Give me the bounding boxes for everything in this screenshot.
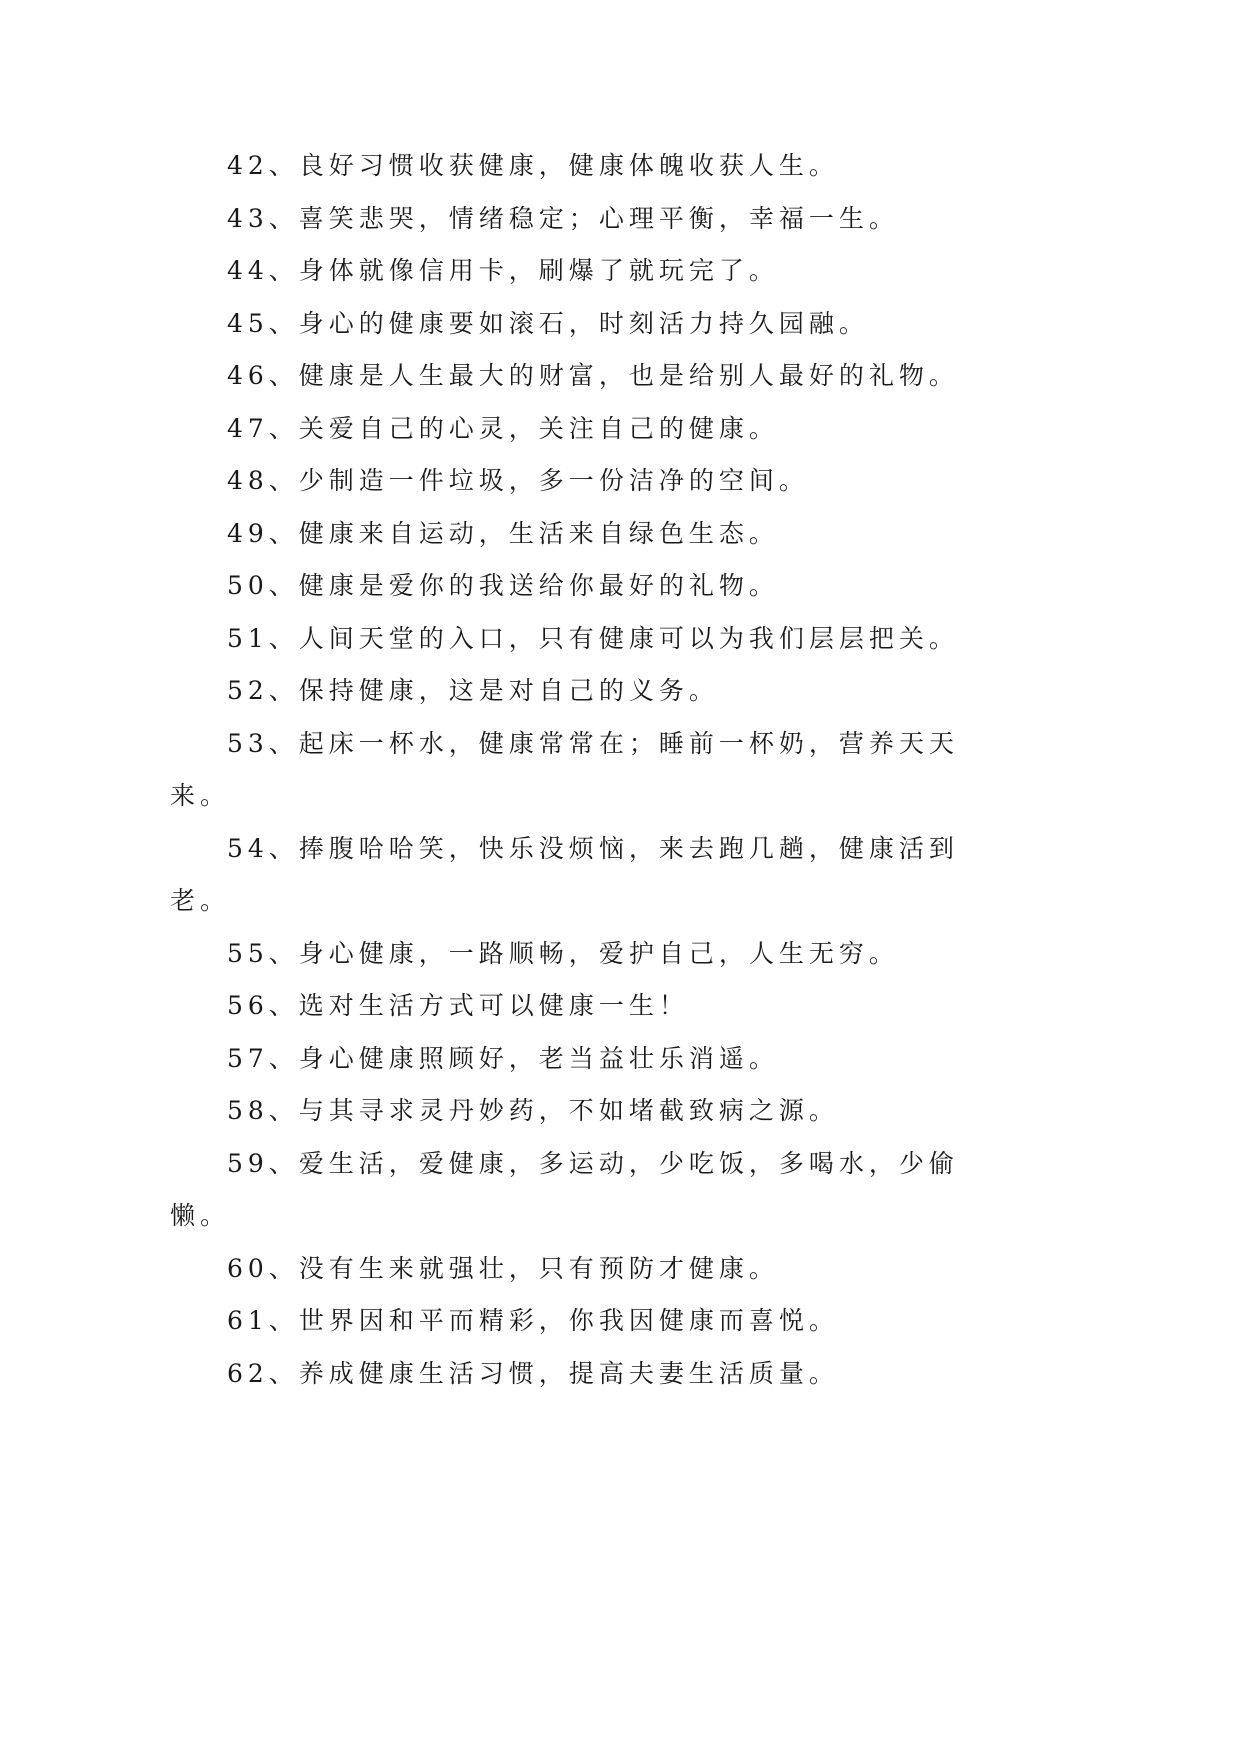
slogan-paragraph: 54、捧腹哈哈笑，快乐没烦恼，来去跑几趟，健康活到老。	[170, 833, 959, 915]
slogan-paragraph: 51、人间天堂的入口，只有健康可以为我们层层把关。	[227, 623, 959, 653]
slogan-paragraph: 44、身体就像信用卡，刷爆了就玩完了。	[227, 256, 779, 285]
slogan-paragraph: 58、与其寻求灵丹妙药，不如堵截致病之源。	[227, 1096, 839, 1125]
slogan-paragraph: 62、养成健康生活习惯，提高夫妻生活质量。	[227, 1358, 839, 1388]
slogan-paragraph: 45、身心的健康要如滚石，时刻活力持久园融。	[227, 308, 869, 338]
slogan-paragraph: 47、关爱自己的心灵，关注自己的健康。	[227, 413, 779, 443]
slogan-paragraph: 49、健康来自运动，生活来自绿色生态。	[227, 518, 779, 548]
slogan-paragraph: 43、喜笑悲哭，情绪稳定；心理平衡，幸福一生。	[227, 203, 899, 233]
slogan-paragraph: 59、爱生活，爱健康，多运动，少吃饭，多喝水，少偷懒。	[170, 1148, 959, 1230]
document-page	[170, 140, 960, 1400]
slogan-paragraph: 61、世界因和平而精彩，你我因健康而喜悦。	[227, 1306, 839, 1335]
slogan-paragraph: 50、健康是爱你的我送给你最好的礼物。	[227, 571, 779, 600]
slogan-paragraph: 46、健康是人生最大的财富，也是给别人最好的礼物。	[227, 361, 959, 390]
slogan-paragraph: 42、良好习惯收获健康，健康体魄收获人生。	[227, 151, 839, 180]
slogan-paragraph: 57、身心健康照顾好，老当益壮乐消遥。	[227, 1043, 779, 1073]
slogan-paragraph: 48、少制造一件垃圾，多一份洁净的空间。	[227, 466, 809, 495]
slogan-paragraph: 52、保持健康，这是对自己的义务。	[227, 676, 719, 705]
slogan-paragraph: 55、身心健康，一路顺畅，爱护自己，人生无穷。	[227, 938, 899, 968]
slogan-paragraph: 60、没有生来就强壮，只有预防才健康。	[227, 1253, 779, 1283]
slogan-paragraph: 56、选对生活方式可以健康一生！	[227, 991, 689, 1020]
slogan-paragraph: 53、起床一杯水，健康常常在；睡前一杯奶，营养天天来。	[170, 728, 959, 810]
